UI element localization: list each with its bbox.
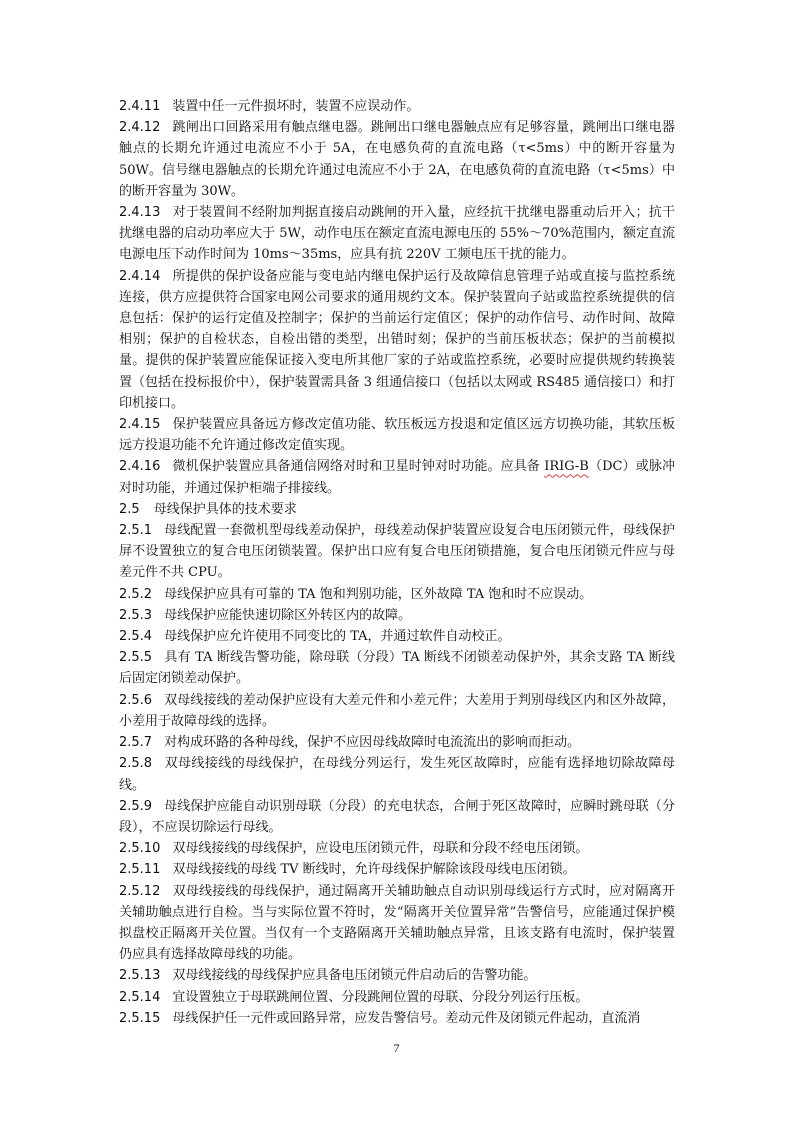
clause-number: 2.5.10 — [119, 841, 161, 857]
clause-text: 双母线接线的母线保护，在母线分列运行，发生死区故障时，应能有选择地切除故障母线。 — [119, 756, 675, 793]
clause-2-5-9 — [119, 796, 675, 838]
clause-number: 2.4.14 — [119, 268, 161, 284]
clause-2-5-11 — [119, 859, 675, 880]
clause-number: 2.5.8 — [119, 756, 153, 772]
clause-text: 双母线接线的母线保护应具备电压闭锁元件启动后的告警功能。 — [172, 968, 537, 984]
clause-text: 对构成环路的各种母线，保护不应因母线故障时电流流出的影响而拒动。 — [164, 735, 581, 751]
clause-2-4-14 — [119, 266, 675, 414]
spellcheck-underlined-text: IRIG-B — [544, 459, 589, 475]
page-number: 7 — [393, 1041, 400, 1055]
section-heading-2-5 — [119, 499, 675, 520]
clause-2-5-7 — [119, 732, 675, 753]
clause-number: 2.4.11 — [119, 99, 161, 114]
page-body — [119, 96, 675, 1029]
clause-number: 2.4.12 — [119, 120, 161, 136]
clause-number: 2.4.13 — [119, 205, 161, 221]
clause-text: 母线保护应允许使用不同变比的 TA，并通过软件自动校正。 — [164, 629, 511, 645]
clause-2-5-2 — [119, 584, 675, 605]
clause-2-4-13 — [119, 202, 675, 266]
clause-number: 2.5.7 — [119, 735, 153, 751]
clause-text: 双母线接线的母线保护，通过隔离开关辅助触点自动识别母线运行方式时，应对隔离开关辅助触点进行自检。当与实际位置不符时，发“隔离开关位置异常”告警信号，应能通过保护模拟盘校正隔离开关位置。当仅有一个支路隔离开关辅助触点异常，且该支路有电流时，保护装置仍应具有选择故障母线的功能。 — [119, 883, 675, 963]
clause-2-4-16 — [119, 456, 675, 498]
clause-number: 2.5.2 — [119, 586, 153, 602]
clause-text: 母线配置一套微机型母线差动保护，母线差动保护装置应设复合电压闭锁元件，母线保护屏不设置独立的复合电压闭锁装置。保护出口应有复合电压闭锁措施，复合电压闭锁元件应与母差元件不共 CPU。 — [119, 523, 675, 581]
clause-number: 2.5.1 — [119, 523, 153, 539]
clause-2-5-13 — [119, 965, 675, 986]
clause-text: 跳闸出口回路采用有触点继电器。跳闸出口继电器触点应有足够容量，跳闸出口继电器触点的长期允许通过电流应不小于 5A，在电感负荷的直流电路（τ<5ms）中的断开容量为 50W。信号继电器触点的长期允许通过电流应不小于 2A，在电感负荷的直流电路（τ<5ms）中的断开容量为 30W。 — [119, 120, 675, 199]
clause-number: 2.5.5 — [119, 650, 153, 666]
clause-text: 装置中任一元件损坏时，装置不应误动作。 — [172, 99, 420, 114]
clause-number: 2.5.12 — [119, 883, 161, 899]
section-title: 母线保护具体的技术要求 — [153, 501, 297, 517]
clause-text: 双母线接线的母线保护，应设电压闭锁元件，母联和分段不经电压闭锁。 — [172, 841, 589, 857]
clause-text: 保护装置应具备远方修改定值功能、软压板远方投退和定值区远方切换功能，其软压板远方投退功能不允许通过修改定值实现。 — [119, 417, 675, 454]
clause-2-5-14 — [119, 987, 675, 1008]
clause-2-5-4 — [119, 626, 675, 647]
clause-text: 双母线接线的差动保护应设有大差元件和小差元件；大差用于判别母线区内和区外故障，小差用于故障母线的选择。 — [119, 692, 675, 729]
clause-number: 2.5.9 — [119, 798, 153, 814]
clause-2-5-10 — [119, 838, 675, 859]
clause-2-4-15 — [119, 414, 675, 456]
clause-2-4-12 — [119, 117, 675, 202]
clause-text: 母线保护应能快速切除区外转区内的故障。 — [164, 607, 412, 623]
clause-number: 2.5.3 — [119, 607, 153, 623]
clause-2-5-5 — [119, 647, 675, 689]
clause-text: 母线保护任一元件或回路异常，应发告警信号。差动元件及闭锁元件起动，直流消 — [172, 1010, 641, 1026]
clause-2-5-6 — [119, 690, 675, 732]
clause-2-5-15 — [119, 1008, 675, 1029]
clause-text: 具有 TA 断线告警功能，除母联（分段）TA 断线不闭锁差动保护外，其余支路 TA 断线后固定闭锁差动保护。 — [119, 650, 675, 687]
clause-number: 2.5.4 — [119, 629, 153, 645]
clause-text: 所提供的保护设备应能与变电站内继电保护运行及故障信息管理子站或直接与监控系统连接，供方应提供符合国家电网公司要求的通用规约文本。保护装置向子站或监控系统提供的信息包括：保护的运行定值及控制字；保护的当前运行定值区；保护的动作信号、动作时间、故障相别；保护的自检状态，自检出错的类型，出错时刻；保护的当前压板状态；保护的当前模拟量。提供的保护装置应能保证接入变电所其他厂家的子站或监控系统，必要时应提供规约转换装置（包括在投标报价中），保护装置需具备 3 组通信接口（包括以太网或 RS485 通信接口）和打印机接口。 — [119, 268, 675, 411]
clause-text-part: （DC）或脉冲对时功能，并通过保护柜端子排接线。 — [119, 459, 675, 496]
clause-2-5-8 — [119, 753, 675, 795]
clause-text: 双母线接线的母线 TV 断线时，允许母线保护解除该段母线电压闭锁。 — [172, 862, 576, 878]
section-number: 2.5 — [119, 501, 140, 517]
clause-text: 对于装置间不经附加判据直接启动跳闸的开入量，应经抗干扰继电器重动后开入；抗干扰继电器的启动功率应大于 5W，动作电压在额定直流电源电压的 55%～70%范围内，额定直流电源电压下动作时间为 10ms～35ms，应具有抗 220V 工频电压干扰的能力。 — [119, 205, 675, 263]
clause-text: 母线保护应具有可靠的 TA 饱和判别功能，区外故障 TA 饱和时不应误动。 — [164, 586, 593, 602]
clause-text: 母线保护应能自动识别母联（分段）的充电状态，合闸于死区故障时，应瞬时跳母联（分段），不应误切除运行母线。 — [119, 798, 675, 835]
clause-2-5-3 — [119, 605, 675, 626]
clause-number: 2.5.11 — [119, 862, 161, 878]
clause-number: 2.5.13 — [119, 968, 161, 984]
clause-2-5-12 — [119, 881, 675, 966]
clause-2-4-11 — [119, 96, 675, 117]
clause-number: 2.5.14 — [119, 989, 161, 1005]
clause-number: 2.4.15 — [119, 417, 161, 433]
clause-text-part: 微机保护装置应具备通信网络对时和卫星时钟对时功能。应具备 — [172, 459, 545, 475]
clause-number: 2.5.6 — [119, 692, 153, 708]
clause-number: 2.5.15 — [119, 1010, 161, 1026]
clause-2-5-1 — [119, 520, 675, 584]
clause-text: 宜设置独立于母联跳闸位置、分段跳闸位置的母联、分段分列运行压板。 — [172, 989, 589, 1005]
clause-number: 2.4.16 — [119, 459, 161, 475]
